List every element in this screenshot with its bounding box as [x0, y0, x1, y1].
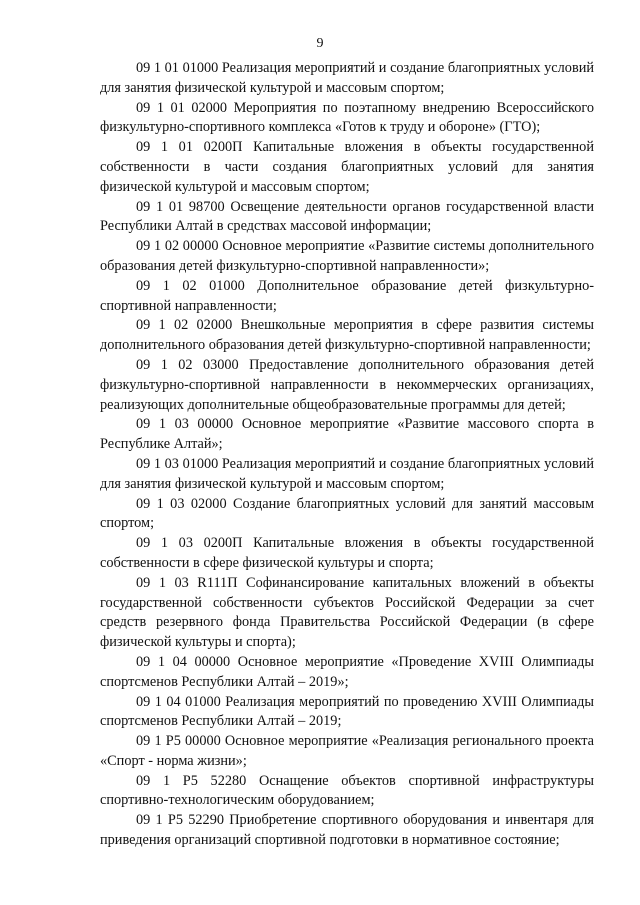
paragraph-12: 09 1 03 0200П Капитальные вложения в объекты государственной собственности в сфере физической культуры и спорта; [100, 535, 594, 571]
paragraph-10: 09 1 03 01000 Реализация мероприятий и создание благоприятных условий для занятия физической культурой и массовым спортом; [100, 455, 594, 492]
page-number: 9 [316, 36, 324, 51]
paragraph-14: 09 1 04 00000 Основное мероприятие «Проведение XVIII Олимпиады спортсменов Республики Алтай – 2019»; [100, 653, 594, 690]
paragraph-08: 09 1 02 03000 Предоставление дополнительного образования детей физкультурно-спортивной направленности в некоммерческих организациях, реализующих дополнительные общеобразовательные программы для детей; [100, 356, 594, 413]
paragraph-02: 09 1 01 02000 Мероприятия по поэтапному внедрению Всероссийского физкультурно-спортивного комплекса «Готов к труду и обороне» (ГТО); [100, 99, 594, 136]
paragraph-18: 09 1 P5 52290 Приобретение спортивного оборудования и инвентаря для приведения организаций спортивной подготовки в нормативное состояние; [100, 812, 594, 849]
document-body [100, 59, 594, 851]
paragraph-01: 09 1 01 01000 Реализация мероприятий и создание благоприятных условий для занятия физической культурой и массовым спортом; [100, 60, 594, 96]
paragraph-07: 09 1 02 02000 Внешкольные мероприятия в сфере развития системы дополнительного образования детей физкультурно-спортивной направленности; [100, 317, 594, 354]
paragraph-13: 09 1 03 R111П Софинансирование капитальных вложений в объекты государственной собственности субъектов Российской Федерации за счет средств резервного фонда Правительства Российской Федерации (в сфере физической культуры и спорта); [100, 574, 594, 651]
paragraph-03: 09 1 01 0200П Капитальные вложения в объекты государственной собственности в части создания благоприятных условий для занятия физической культурой и массовым спортом; [100, 139, 594, 195]
paragraph-04: 09 1 01 98700 Освещение деятельности органов государственной власти Республики Алтай в средствах массовой информации; [100, 198, 594, 235]
paragraph-09: 09 1 03 00000 Основное мероприятие «Развитие массового спорта в Республике Алтай»; [100, 416, 594, 453]
paragraph-16: 09 1 P5 00000 Основное мероприятие «Реализация регионального проекта «Спорт - норма жизни»; [100, 733, 594, 769]
paragraph-15: 09 1 04 01000 Реализация мероприятий по проведению XVIII Олимпиады спортсменов Республики Алтай – 2019; [100, 693, 594, 730]
paragraph-11: 09 1 03 02000 Создание благоприятных условий для занятий массовым спортом; [100, 495, 594, 532]
paragraph-05: 09 1 02 00000 Основное мероприятие «Развитие системы дополнительного образования детей физкультурно-спортивной направленности»; [100, 238, 594, 274]
paragraph-06: 09 1 02 01000 Дополнительное образование детей физкультурно-спортивной направленности; [100, 277, 594, 314]
paragraph-17: 09 1 P5 52280 Оснащение объектов спортивной инфраструктуры спортивно-технологическим оборудованием; [100, 772, 594, 809]
